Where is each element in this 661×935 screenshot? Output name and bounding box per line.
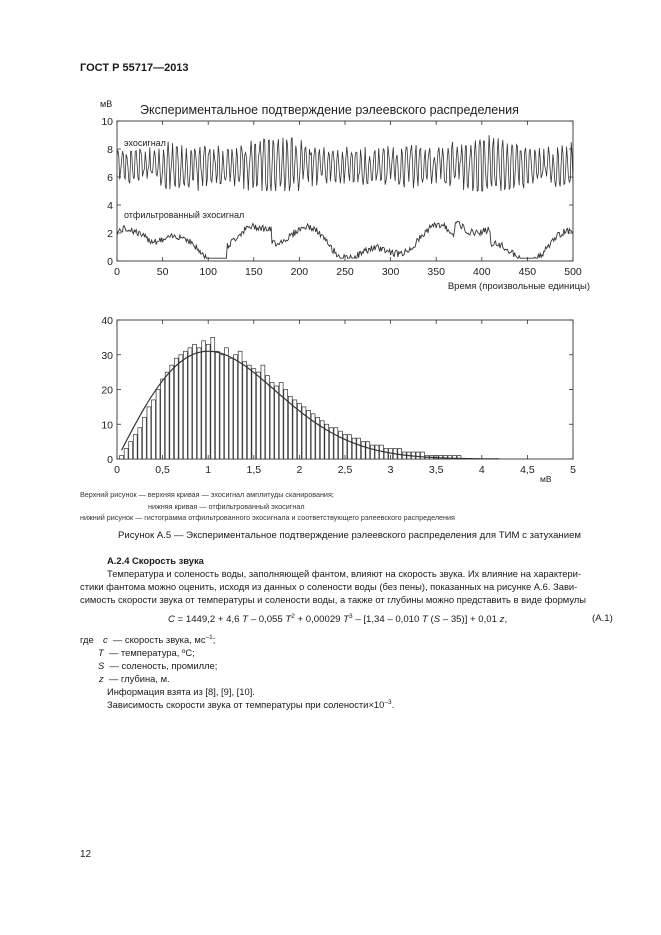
histogram-bar bbox=[357, 438, 361, 459]
legend-line-3: нижний рисунок — гистограмма отфильтрованного эхосигнала и соответствующего рэлеевского распределения bbox=[80, 513, 455, 522]
histogram-bar bbox=[220, 355, 224, 459]
histogram-bar bbox=[174, 358, 178, 459]
x-tick-label: 150 bbox=[245, 266, 263, 278]
filtered-signal-label: отфильтрованный эхосигнал bbox=[124, 210, 245, 220]
histogram-bar bbox=[247, 365, 251, 459]
histogram-bar bbox=[229, 358, 233, 459]
x-tick-label: 2,5 bbox=[337, 464, 353, 476]
histogram-bar bbox=[202, 341, 206, 459]
histogram-bar bbox=[170, 365, 174, 459]
x-tick-label: 5 bbox=[570, 464, 576, 476]
x-tick-label: 4 bbox=[478, 464, 485, 476]
x-tick-label: 4,5 bbox=[520, 464, 535, 476]
x-tick-label: 3,5 bbox=[428, 464, 444, 476]
section-title: А.2.4 Скорость звука bbox=[107, 555, 204, 566]
histogram-bar bbox=[142, 417, 146, 459]
y-tick-label: 2 bbox=[107, 228, 113, 240]
histogram-bar bbox=[152, 400, 156, 459]
document-code: ГОСТ Р 55717—2013 bbox=[80, 62, 189, 74]
histogram-bar bbox=[270, 383, 274, 459]
x-tick-label: 0 bbox=[114, 266, 120, 278]
top-chart-ticks bbox=[101, 116, 582, 278]
histogram-bar bbox=[421, 452, 425, 459]
histogram-bar bbox=[133, 435, 137, 459]
histogram-bar bbox=[225, 348, 229, 459]
where-t: T — температура, ºС; bbox=[98, 647, 195, 658]
y-tick-label: 0 bbox=[107, 454, 113, 466]
histogram-bar bbox=[384, 449, 388, 459]
paragraph-line-2: стики фантома можно оценить, исходя из данных о солености воды (без пены), показанных на рисунке А.6. Зави- bbox=[80, 581, 578, 592]
histogram-bar bbox=[266, 376, 270, 459]
histogram-bar bbox=[252, 369, 256, 459]
x-tick-label: 50 bbox=[156, 266, 169, 278]
where-s: S — соленость, промилле; bbox=[98, 660, 218, 671]
source-note: Информация взята из [8], [9], [10]. bbox=[107, 686, 255, 697]
histogram-bar bbox=[256, 372, 260, 459]
histogram-bar bbox=[361, 442, 365, 459]
filtered-signal-line bbox=[117, 221, 573, 258]
x-tick-label: 400 bbox=[473, 266, 491, 278]
histogram-bar bbox=[339, 431, 343, 459]
x-tick-label: 200 bbox=[290, 266, 309, 278]
histogram-bars bbox=[120, 337, 461, 459]
histogram-bar bbox=[124, 449, 128, 459]
x-tick-label: 500 bbox=[564, 266, 582, 278]
x-tick-label: 1,5 bbox=[246, 464, 262, 476]
histogram-bar bbox=[183, 351, 187, 459]
histogram-bar bbox=[234, 355, 238, 459]
histogram-bar bbox=[129, 442, 133, 459]
paragraph-line-1: Температура и соленость воды, заполняющей фантом, влияют на скорость звука. Их влияние на характери- bbox=[107, 568, 582, 579]
histogram-bar bbox=[215, 351, 219, 459]
x-tick-label: 2 bbox=[296, 464, 303, 476]
histogram-bar bbox=[211, 337, 215, 459]
sound-speed-formula: C = 1449,2 + 4,6 T – 0,055 $T^2 + 0,00029$ $T^3 - [1,34 - 0,010$ T (S – 35)] + 0,01 z, bbox=[168, 613, 508, 625]
legend-line-1: Верхний рисунок — верхняя кривая — эхосигнал амплитуды сканирования; bbox=[80, 490, 334, 499]
x-tick-label: 350 bbox=[427, 266, 445, 278]
histogram-bar bbox=[375, 445, 379, 459]
x-tick-label: 300 bbox=[381, 266, 400, 278]
echo-signal-line bbox=[117, 135, 573, 191]
top-chart-title: Экспериментальное подтверждение рэлеевского распределения bbox=[140, 103, 519, 117]
paragraph-line-3: симость скорости звука от температуры и солености воды, а также от глубины можно представить в виде формулы bbox=[80, 594, 587, 605]
x-tick-label: 1 bbox=[205, 464, 212, 476]
histogram-bar bbox=[156, 390, 160, 460]
histogram-bar bbox=[188, 348, 192, 459]
histogram-bar bbox=[243, 362, 247, 459]
y-tick-label: 40 bbox=[101, 315, 113, 327]
histogram-chart bbox=[0, 300, 661, 490]
x-tick-label: 250 bbox=[336, 266, 354, 278]
histogram-bar bbox=[348, 435, 352, 459]
histogram-bar bbox=[179, 355, 183, 459]
where-z: z — глубина, м. bbox=[99, 673, 170, 684]
echo-signal-label: эхосигнал bbox=[124, 138, 166, 148]
page-number: 12 bbox=[80, 849, 92, 860]
x-tick-label: 100 bbox=[199, 266, 217, 278]
x-tick-label: 0,5 bbox=[155, 464, 170, 476]
y-tick-label: 10 bbox=[101, 116, 113, 128]
y-tick-label: 30 bbox=[101, 349, 113, 362]
top-waveform-chart bbox=[0, 0, 661, 300]
histogram-bar bbox=[288, 396, 292, 459]
histogram-bar bbox=[206, 344, 210, 459]
where-intro: где bbox=[80, 634, 94, 645]
y-tick-label: 6 bbox=[107, 172, 113, 184]
y-tick-label: 0 bbox=[107, 256, 113, 268]
histogram-bar bbox=[165, 372, 169, 459]
figure-caption: Рисунок А.5 — Экспериментальное подтверждение рэлеевского распределения для ТИМ с затуханием bbox=[118, 530, 582, 541]
histogram-bar bbox=[193, 344, 197, 459]
y-tick-label: 4 bbox=[107, 200, 113, 212]
histogram-bar bbox=[238, 351, 242, 459]
y-tick-label: 20 bbox=[101, 384, 113, 397]
histogram-x-unit: мВ bbox=[540, 474, 552, 484]
histogram-bar bbox=[416, 452, 420, 459]
x-tick-label: 450 bbox=[518, 266, 537, 278]
histogram-bar bbox=[275, 386, 279, 459]
histogram-bar bbox=[352, 438, 356, 459]
x-tick-label: 3 bbox=[387, 464, 394, 476]
y-tick-label: 8 bbox=[107, 144, 113, 156]
x-tick-label: 0 bbox=[114, 464, 120, 476]
histogram-bar bbox=[370, 445, 374, 459]
legend-line-2: нижняя кривая — отфильтрованный эхосигнал bbox=[148, 502, 305, 511]
where-c: c — скорость звука, $мс^{-1}$; bbox=[103, 634, 216, 645]
histogram-bar bbox=[197, 348, 201, 459]
histogram-bar bbox=[334, 428, 338, 459]
y-tick-label: 10 bbox=[101, 419, 113, 432]
histogram-bar bbox=[138, 428, 142, 459]
histogram-bar bbox=[366, 442, 370, 459]
histogram-bar bbox=[120, 456, 124, 459]
histogram-bar bbox=[161, 379, 165, 459]
histogram-bar bbox=[147, 407, 151, 459]
formula-number: (А.1) bbox=[592, 613, 613, 624]
top-chart-x-label: Время (произвольные единицы) bbox=[447, 281, 590, 292]
dependency-note: Зависимость скорости звука от температуры при $солености\times 10^{-3}$. bbox=[107, 699, 395, 710]
top-chart-y-unit: мВ bbox=[100, 99, 113, 109]
